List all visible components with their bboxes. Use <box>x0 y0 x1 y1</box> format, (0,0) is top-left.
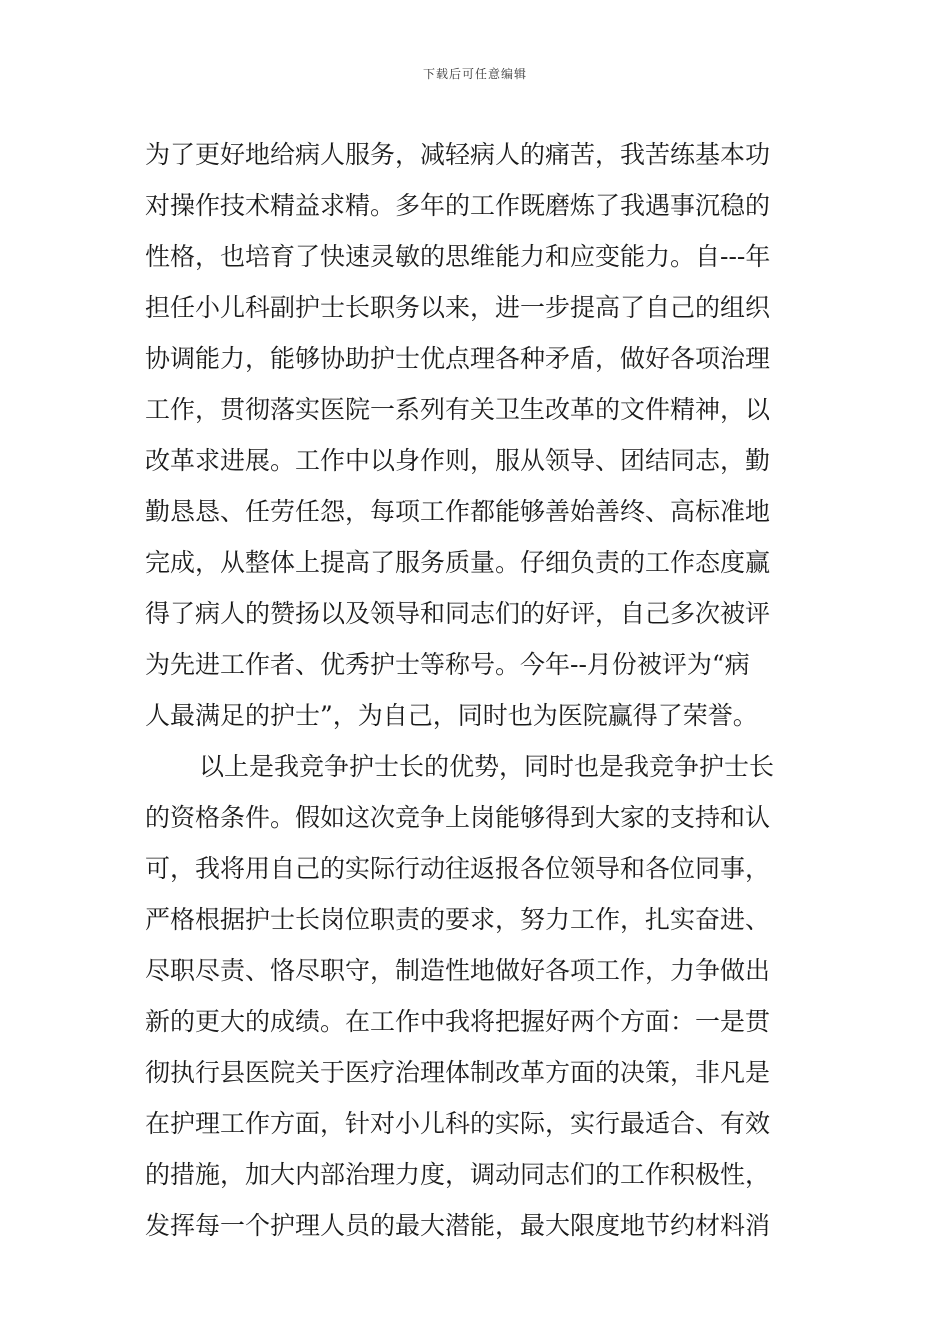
paragraph-1-line-8: 勤恳恳、任劳任怨，每项工作都能够善始善终、高标准地 <box>145 497 771 526</box>
paragraph-1-line-7: 改革求进展。工作中以身作则，服从领导、团结同志，勤 <box>145 446 771 475</box>
header-note: 下载后可任意编辑 <box>422 67 527 81</box>
document-body <box>145 129 810 1251</box>
paragraph-2-line-7: 彻执行县医院关于医疗治理体制改革方面的决策，非凡是 <box>145 1058 771 1087</box>
paragraph-1-line-9: 完成，从整体上提高了服务质量。仔细负责的工作态度赢 <box>145 548 771 577</box>
paragraph-2-line-9: 的措施，加大内部治理力度，调动同志们的工作积极性， <box>145 1160 771 1189</box>
paragraph-1-line-10: 得了病人的赞扬以及领导和同志们的好评，自己多次被评 <box>145 599 771 628</box>
paragraph-2-line-5: 尽职尽责、恪尽职守，制造性地做好各项工作，力争做出 <box>145 956 771 985</box>
paragraph-1-line-12: 人最满足的护士”，为自己，同时也为医院赢得了荣誉。 <box>145 701 758 730</box>
paragraph-2-line-3: 可，我将用自己的实际行动往返报各位领导和各位同事， <box>145 854 771 883</box>
paragraph-1-line-11: 为先进工作者、优秀护士等称号。今年--月份被评为“病 <box>145 650 750 679</box>
paragraph-1-line-4: 担任小儿科副护士长职务以来，进一步提高了自己的组织 <box>145 293 771 322</box>
paragraph-2-line-1: 以上是我竞争护士长的优势，同时也是我竞争护士长 <box>199 752 775 781</box>
paragraph-1-line-2: 对操作技术精益求精。多年的工作既磨炼了我遇事沉稳的 <box>145 191 771 220</box>
paragraph-2-line-8: 在护理工作方面，针对小儿科的实际，实行最适合、有效 <box>145 1109 771 1138</box>
paragraph-1-line-1: 为了更好地给病人服务，减轻病人的痛苦，我苦练基本功 <box>145 140 771 169</box>
paragraph-1-line-3: 性格，也培育了快速灵敏的思维能力和应变能力。自---年 <box>145 242 771 271</box>
paragraph-2-line-4: 严格根据护士长岗位职责的要求，努力工作，扎实奋进、 <box>145 905 771 934</box>
paragraph-2-line-6: 新的更大的成绩。在工作中我将把握好两个方面：一是贯 <box>145 1007 771 1036</box>
paragraph-1-line-6: 工作，贯彻落实医院一系列有关卫生改革的文件精神，以 <box>145 395 771 424</box>
paragraph-1-line-5: 协调能力，能够协助护士优点理各种矛盾，做好各项治理 <box>145 344 771 373</box>
paragraph-2-line-2: 的资格条件。假如这次竞争上岗能够得到大家的支持和认 <box>145 803 771 832</box>
paragraph-2-line-10: 发挥每一个护理人员的最大潜能，最大限度地节约材料消 <box>145 1211 771 1240</box>
